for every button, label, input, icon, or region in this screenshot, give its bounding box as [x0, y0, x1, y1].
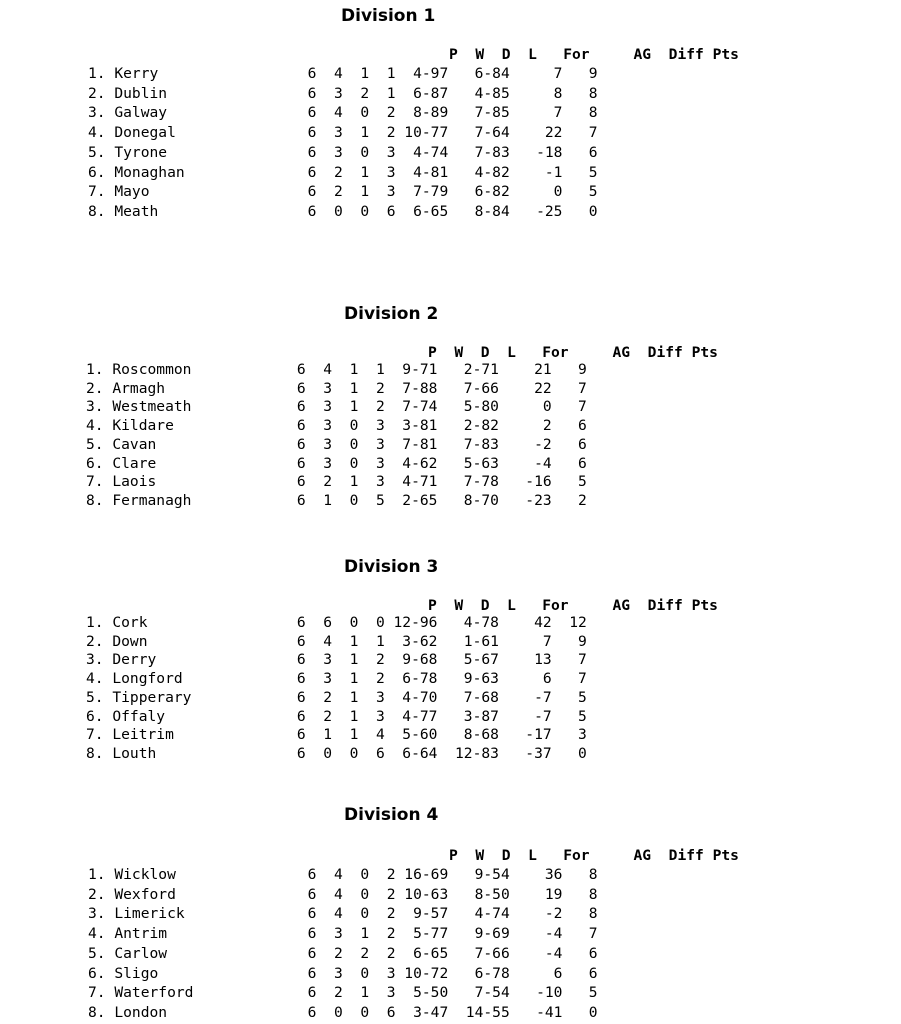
table-row: 2. Armagh 6 3 1 2 7-88 7-66 22 7 [86, 379, 587, 397]
table-row: 3. Limerick 6 4 0 2 9-57 4-74 -2 8 [88, 905, 598, 923]
table-row: 3. Galway 6 4 0 2 8-89 7-85 7 8 [88, 104, 598, 122]
table-row: 8. London 6 0 0 6 3-47 14-55 -41 0 [88, 1003, 598, 1021]
table-row: 1. Roscommon 6 4 1 1 9-71 2-71 21 9 [86, 361, 587, 378]
table-row: 2. Down 6 4 1 1 3-62 1-61 7 9 [86, 632, 587, 650]
table-row: 2. Dublin 6 3 2 1 6-87 4-85 8 8 [88, 84, 598, 102]
table-header [428, 343, 718, 362]
table-row: 5. Tipperary 6 2 1 3 4-70 7-68 -7 5 [86, 688, 587, 706]
table-header [428, 596, 718, 615]
division-title: Division 2 [344, 304, 439, 324]
table-row: 4. Antrim 6 3 1 2 5-77 9-69 -4 7 [88, 925, 598, 943]
table-header-labels: P W D L For AG Diff Pts [449, 847, 739, 864]
table-row: 1. Wicklow 6 4 0 2 16-69 9-54 36 8 [88, 866, 598, 883]
table-header-labels: P W D L For AG Diff Pts [428, 597, 718, 614]
table-rows [86, 361, 587, 511]
division-title: Division 4 [344, 805, 439, 825]
division-title: Division 1 [341, 6, 436, 26]
table-rows [86, 614, 587, 764]
table-rows [88, 865, 598, 1023]
table-header-labels: P W D L For AG Diff Pts [428, 344, 718, 361]
table-header [449, 846, 739, 865]
table-row: 8. Fermanagh 6 1 0 5 2-65 8-70 -23 2 [86, 491, 587, 509]
table-row: 1. Kerry 6 4 1 1 4-97 6-84 7 9 [88, 65, 598, 82]
table-row: 8. Meath 6 0 0 6 6-65 8-84 -25 0 [88, 202, 598, 220]
table-row: 4. Kildare 6 3 0 3 3-81 2-82 2 6 [86, 417, 587, 435]
table-row: 6. Monaghan 6 2 1 3 4-81 4-82 -1 5 [88, 163, 598, 181]
table-rows [88, 64, 598, 222]
table-header-labels: P W D L For AG Diff Pts [449, 46, 739, 63]
table-row: 5. Tyrone 6 3 0 3 4-74 7-83 -18 6 [88, 143, 598, 161]
table-row: 7. Laois 6 2 1 3 4-71 7-78 -16 5 [86, 473, 587, 491]
table-row: 7. Mayo 6 2 1 3 7-79 6-82 0 5 [88, 183, 598, 201]
table-row: 2. Wexford 6 4 0 2 10-63 8-50 19 8 [88, 885, 598, 903]
table-header [449, 45, 739, 64]
table-row: 7. Leitrim 6 1 1 4 5-60 8-68 -17 3 [86, 726, 587, 744]
table-row: 6. Clare 6 3 0 3 4-62 5-63 -4 6 [86, 454, 587, 472]
table-row: 4. Longford 6 3 1 2 6-78 9-63 6 7 [86, 670, 587, 688]
table-row: 5. Cavan 6 3 0 3 7-81 7-83 -2 6 [86, 435, 587, 453]
table-row: 5. Carlow 6 2 2 2 6-65 7-66 -4 6 [88, 944, 598, 962]
table-row: 3. Westmeath 6 3 1 2 7-74 5-80 0 7 [86, 398, 587, 416]
table-row: 3. Derry 6 3 1 2 9-68 5-67 13 7 [86, 651, 587, 669]
table-row: 6. Offaly 6 2 1 3 4-77 3-87 -7 5 [86, 707, 587, 725]
table-row: 4. Donegal 6 3 1 2 10-77 7-64 22 7 [88, 124, 598, 142]
table-row: 8. Louth 6 0 0 6 6-64 12-83 -37 0 [86, 744, 587, 762]
table-row: 6. Sligo 6 3 0 3 10-72 6-78 6 6 [88, 964, 598, 982]
table-row: 1. Cork 6 6 0 0 12-96 4-78 42 12 [86, 614, 587, 631]
table-row: 7. Waterford 6 2 1 3 5-50 7-54 -10 5 [88, 984, 598, 1002]
division-title: Division 3 [344, 557, 439, 577]
